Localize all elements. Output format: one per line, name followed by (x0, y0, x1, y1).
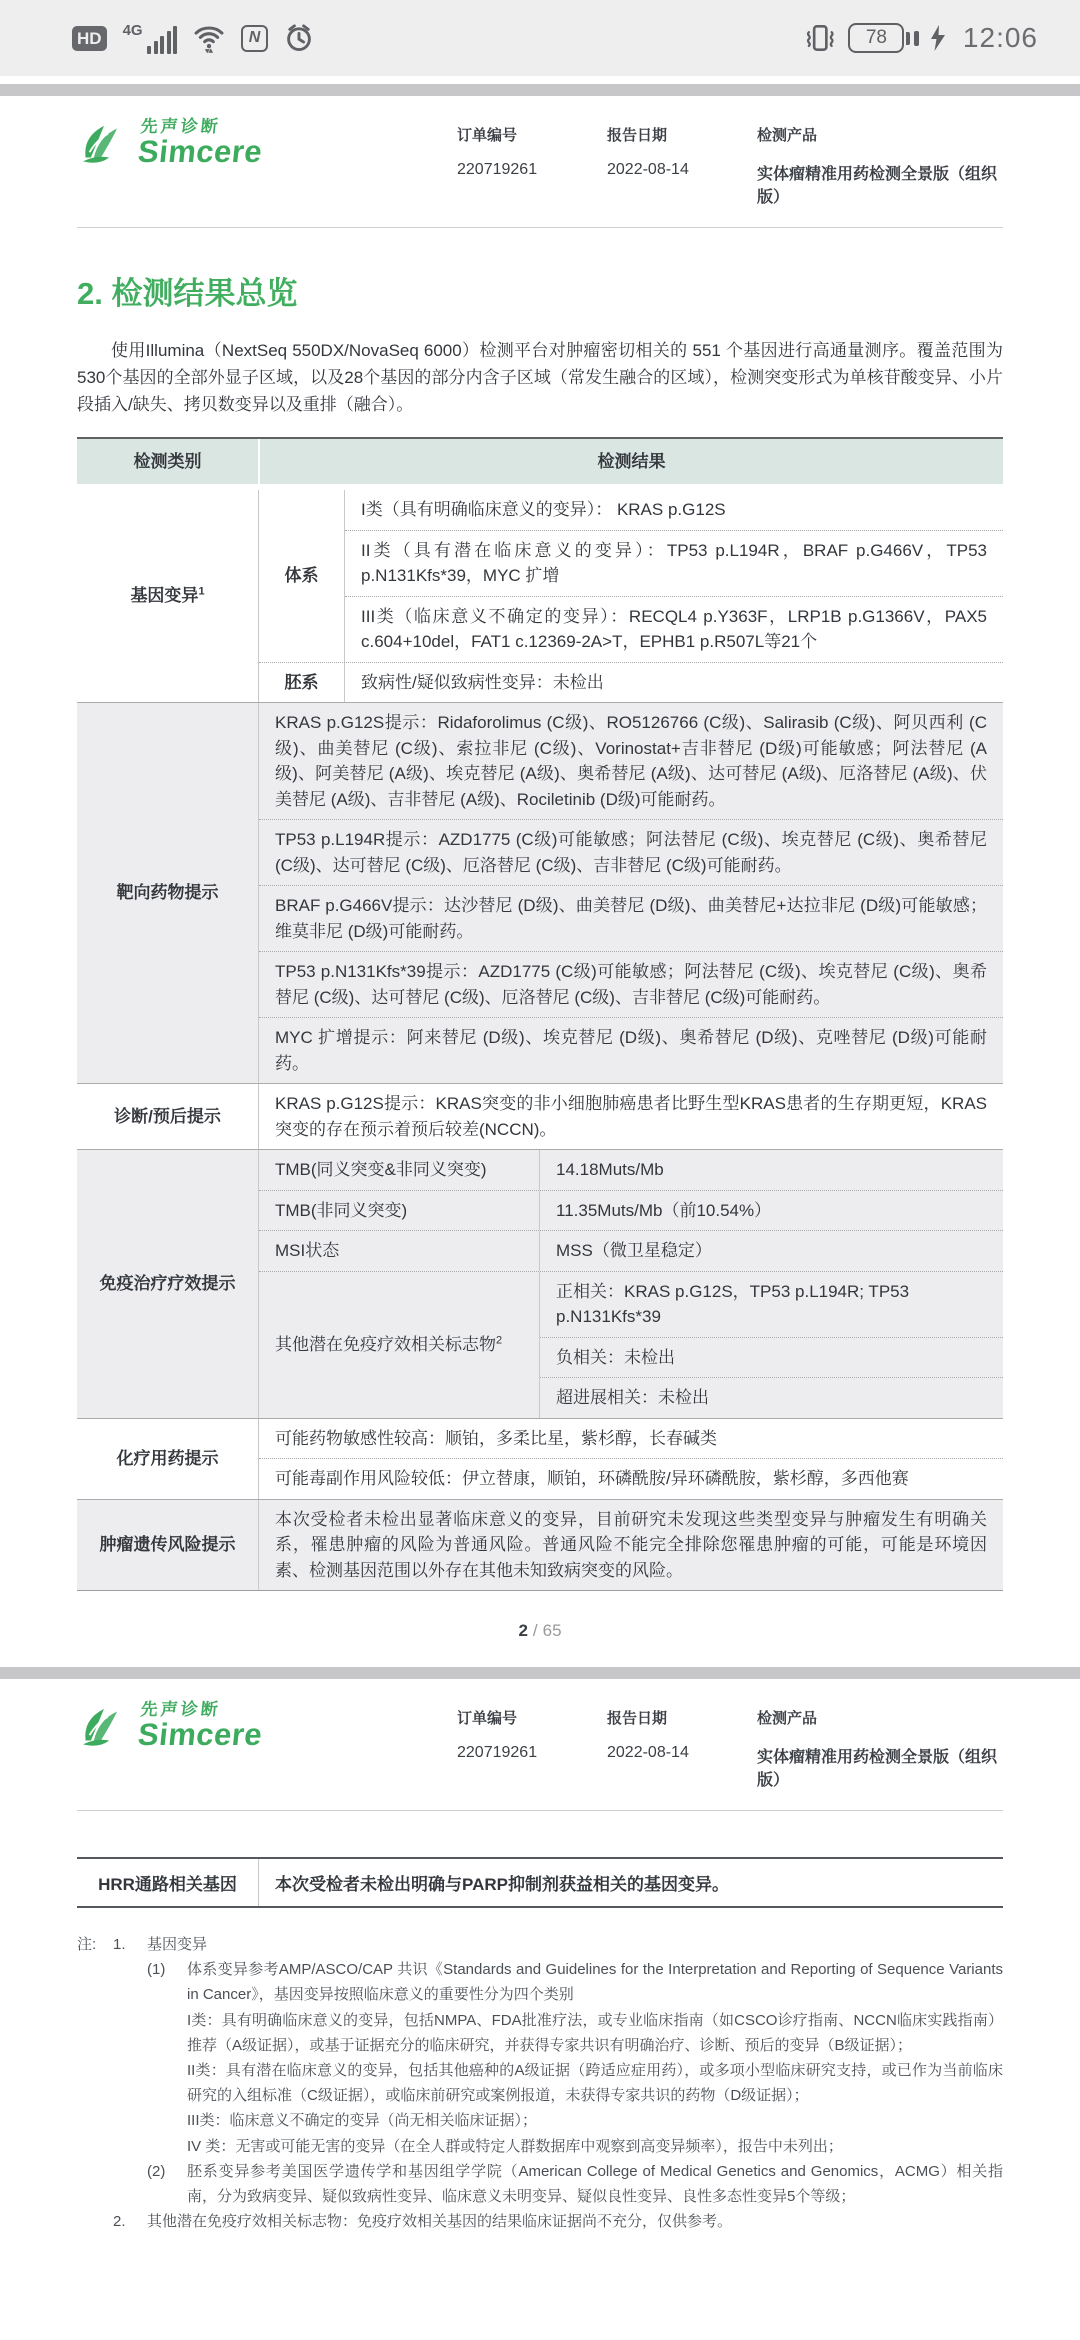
row-label-gene-variants (77, 490, 258, 702)
cell-tp53-n131kfs-drugs: TP53 p.N131Kfs*39提示：AZD1775 (C级)可能敏感；阿法替尼 (C级)、埃克替尼 (C级)、奥希替尼 (C级)、达可替尼 (C级)、厄洛替尼 (C级)、吉非替尼 (C级)可能耐药。 (259, 951, 1003, 1017)
footnote-1 (77, 1932, 1003, 1957)
order-number-block (457, 1707, 607, 1790)
hereditary-risk-results (258, 1500, 1003, 1591)
table-row-gene-variants (77, 490, 1003, 702)
row-label-prognosis: 诊断/预后提示 (114, 1106, 221, 1126)
row-label-hrr-genes: HRR通路相关基因 (98, 1875, 237, 1895)
battery-percent: 78 (848, 23, 904, 53)
footnote-ref-1: 1 (198, 585, 205, 598)
document-header (77, 1679, 1003, 1811)
germline-result-list (344, 663, 1003, 703)
logo-chinese-name: 先声诊断 (139, 1700, 222, 1720)
gene-variants-results (258, 490, 1003, 702)
product-label: 检测产品 (757, 1710, 818, 1728)
hd-icon: HD (72, 26, 107, 51)
product-value: 实体瘤精准用药检测全景版（组织版） (757, 1749, 998, 1790)
germline-label: 胚系 (284, 672, 319, 692)
footnote-class-i: I类：具有明确临床意义的变异，包括NMPA、FDA批准疗法，或专业临床指南（如CSCO诊疗指南、NCCN临床实践指南）推荐（A级证据），或基于证据充分的临床研究，并获得专家共识有明确治疗、诊断、预后的变异（B级证据）； (187, 2011, 1003, 2054)
report-page-2 (0, 96, 1080, 1667)
cell-class-iii: III类（临床意义不确定的变异）：RECQL4 p.Y363F，LRP1B p.G1366V，PAX5 c.604+10del，FAT1 c.12369-2A>T，EPHB1 p.R507L等21个 (345, 596, 1003, 662)
report-date-label: 报告日期 (607, 1710, 668, 1728)
table-header-row (77, 439, 1003, 485)
status-bar-right (802, 22, 1038, 54)
page-margin (0, 76, 1080, 84)
footnote-class-iii: III类：临床意义不确定的变异（尚无相关临床证据）； (187, 2112, 538, 2130)
table-row-chemotherapy (77, 1418, 1003, 1499)
immunotherapy-results (258, 1150, 1003, 1418)
order-number-value: 220719261 (457, 1744, 538, 1762)
status-bar (0, 0, 1080, 76)
row-label-chemotherapy: 化疗用药提示 (116, 1448, 219, 1468)
other-markers-text: 其他潜在免疫疗效相关标志物 (275, 1334, 496, 1354)
header-meta (457, 1701, 1003, 1790)
tmb-all-row (259, 1150, 1003, 1190)
row-label-hereditary-risk: 肿瘤遗传风险提示 (99, 1535, 236, 1555)
table-row-hrr-genes (77, 1857, 1003, 1908)
logo-text (136, 1701, 265, 1751)
page-number (77, 1621, 1003, 1667)
tmb-all-value: 14.18Muts/Mb (539, 1150, 1003, 1190)
somatic-class-list (344, 490, 1003, 662)
tmb-nonsyn-value: 11.35Muts/Mb（前10.54%） (539, 1191, 1003, 1231)
cell-class-ii: II类（具有潜在临床意义的变异）：TP53 p.L194R，BRAF p.G466V，TP53 p.N131Kfs*39，MYC 扩增 (345, 530, 1003, 596)
footnote-1-title: 基因变异 (147, 1936, 208, 1954)
footnote-2 (77, 2209, 1003, 2234)
page-separator (0, 84, 1080, 96)
battery-nub (906, 32, 910, 45)
cell-chemo-low-toxicity: 可能毒副作用风险较低：伊立替康，顺铂，环磷酰胺/异环磷酰胺，紫杉醇，多西他赛 (259, 1458, 1003, 1499)
footnote-1-sub-2-number: (2) (147, 2162, 166, 2180)
gene-variants-label: 基因变异 (130, 586, 199, 606)
document-header (77, 96, 1003, 228)
cell-positive-correlation: 正相关：KRAS p.G12S，TP53 p.L194R; TP53 p.N131Kfs*39 (556, 1281, 910, 1327)
cell-prognosis-text: KRAS p.G12S提示：KRAS突变的非小细胞肺癌患者比野生型KRAS患者的生存期更短，KRAS突变的存在预示着预后较差(NCCN)。 (275, 1094, 987, 1139)
prognosis-results (258, 1084, 1003, 1149)
alarm-clock-icon (284, 23, 314, 53)
other-markers-values (539, 1272, 1003, 1418)
simcere-leaf-icon (77, 1701, 131, 1751)
header-meta (457, 118, 1003, 207)
table-row-prognosis (77, 1083, 1003, 1149)
order-number-label: 订单编号 (457, 1710, 518, 1728)
product-block (757, 124, 1003, 207)
cell-myc-amplification-drugs: MYC 扩增提示：阿来替尼 (D级)、埃克替尼 (D级)、奥希替尼 (D级)、克唑替尼 (D级)可能耐药。 (259, 1017, 1003, 1083)
table-row-hereditary-risk (77, 1499, 1003, 1591)
simcere-leaf-icon (77, 118, 131, 168)
cell-chemo-sensitive: 可能药物敏感性较高：顺铂，多柔比星，紫杉醇，长春碱类 (275, 1428, 717, 1448)
status-bar-left (72, 22, 314, 54)
clock-time: 12:06 (962, 22, 1038, 53)
report-date-block (607, 1707, 757, 1790)
report-date-block (607, 124, 757, 207)
report-page-3 (0, 1679, 1080, 2234)
footnote-1-sub-1-text: 体系变异参考AMP/ASCO/CAP 共识《Standards and Guidelines for the Interpretation and Reporting of Sequence Variants in Cancer》，基因变异按照临床意义的重要性分为四个类别 (187, 1961, 1003, 2004)
footnote-class-iv: IV 类：无害或可能无害的变异（在全人群或特定人群数据库中观察到高变异频率），报告中未列出； (187, 2137, 843, 2155)
footnote-class-ii: II类：具有潜在临床意义的变异，包括其他癌种的A级证据（跨适应症用药），或多项小型临床研究支持，或已作为当前临床研究的入组标准（C级证据），或临床前研究或案例报道，未获得专家共识的药物（D级证据）； (187, 2062, 1003, 2105)
footnote-2-text: 其他潜在免疫疗效相关标志物：免疫疗效相关基因的结果临床证据尚不充分，仅供参考。 (147, 2213, 733, 2231)
msi-value: MSS（微卫星稳定） (539, 1231, 1003, 1271)
page-number-separator: / (532, 1621, 538, 1641)
other-markers-row (259, 1271, 1003, 1418)
msi-label: MSI状态 (275, 1241, 340, 1261)
intro-paragraph: 使用Illumina（NextSeq 550DX/NovaSeq 6000）检测平台对肿瘤密切相关的 551 个基因进行高通量测序。覆盖范围为530个基因的全部外显子区域，以及28个基因的部分内含子区域（常发生融合的区域），检测突变形式为单核苷酸变异、小片段插入/缺失、拷贝数变异以及重排（融合）。 (77, 341, 1003, 415)
vibrate-icon (802, 22, 838, 54)
order-number-value: 220719261 (457, 161, 538, 178)
product-label: 检测产品 (757, 127, 818, 144)
cell-braf-g466v-drugs: BRAF p.G466V提示：达沙替尼 (D级)、曲美替尼 (D级)、曲美替尼+达拉非尼 (D级)可能敏感；维莫非尼 (D级)可能耐药。 (259, 885, 1003, 951)
footnote-1-number: 1. (113, 1936, 126, 1954)
tmb-all-label: TMB(同义突变&非同义突变) (275, 1160, 487, 1180)
notes-prefix: 注: (77, 1936, 97, 1954)
table-header-category: 检测类别 (133, 451, 202, 471)
signal-4g-icon: 4G (123, 22, 178, 54)
somatic-sub-row (259, 490, 1003, 662)
footnote-1-sub-2 (147, 2159, 1003, 2209)
table-row-immunotherapy (77, 1149, 1003, 1418)
tmb-nonsyn-label: TMB(非同义突变) (275, 1200, 408, 1220)
pdf-viewport[interactable] (0, 76, 1080, 2234)
cell-class-i: I类（具有明确临床意义的变异）： KRAS p.G12S (361, 500, 726, 520)
cell-kras-g12s-drugs: KRAS p.G12S提示：Ridaforolimus (C级)、RO5126766 (C级)、Salirasib (C级)、阿贝西利 (C级)、曲美替尼 (C级)、索拉非尼 (C级)、Vorinostat+吉非替尼 (D级)可能敏感；阿法替尼 (A级)、阿美替尼 (A级)、埃克替尼 (A级)、奥希替尼 (A级)、达可替尼 (A级)、厄洛替尼 (A级)、伏美替尼 (A级)、吉非替尼 (A级)、Rociletinib (D级)可能耐药。 (275, 713, 987, 809)
page-separator (0, 1667, 1080, 1679)
order-number-block (457, 124, 607, 207)
cell-tp53-l194r-drugs: TP53 p.L194R提示：AZD1775 (C级)可能敏感；阿法替尼 (C级)、埃克替尼 (C级)、奥希替尼 (C级)、达可替尼 (C级)、厄洛替尼 (C级)、吉非替尼 (C级)可能耐药。 (259, 819, 1003, 885)
footnote-1-sub-1 (147, 1957, 1003, 2007)
chemotherapy-results (258, 1419, 1003, 1499)
footnotes (77, 1932, 1003, 2234)
logo-english-name: Simcere (136, 133, 265, 169)
row-label-immunotherapy: 免疫治疗疗效提示 (99, 1274, 236, 1294)
table-row-targeted-drugs (77, 702, 1003, 1083)
page-number-current: 2 (518, 1621, 528, 1641)
nfc-icon: N (241, 25, 268, 52)
cell-negative-correlation: 负相关：未检出 (540, 1337, 1003, 1378)
wifi-icon (193, 23, 225, 53)
company-logo (77, 1701, 457, 1751)
results-table (77, 437, 1003, 1592)
report-date-value: 2022-08-14 (607, 161, 689, 178)
footnote-2-number: 2. (113, 2213, 126, 2231)
cell-hereditary-risk-text: 本次受检者未检出显著临床意义的变异，目前研究未发现这些类型变异与肿瘤发生有明确关系，罹患肿瘤的风险为普通风险。普通风险不能完全排除您罹患肿瘤的可能，可能是环境因素、检测基因范围以外存在其他未知致病突变的风险。 (275, 1509, 987, 1580)
footnote-1-sub-1-number: (1) (147, 1961, 166, 1979)
company-logo (77, 118, 457, 168)
other-markers-label (259, 1272, 539, 1418)
order-number-label: 订单编号 (457, 127, 518, 144)
cell-germline-result: 致病性/疑似致病性变异：未检出 (361, 672, 604, 692)
logo-chinese-name: 先声诊断 (139, 117, 222, 136)
charging-bolt-icon (929, 23, 947, 53)
footnote-ref-2: 2 (496, 1334, 503, 1347)
cell-hyperprogression: 超进展相关：未检出 (540, 1377, 1003, 1418)
row-label-targeted-drugs: 靶向药物提示 (116, 883, 219, 903)
footnote-1-sub-2-text: 胚系变异参考美国医学遗传学和基因组学学院（American College of Medical Genetics and Genomics，ACMG）相关指南，分为致病变异、疑似致病性变异、临床意义未明变异、疑似良性变异、良性多态性变异5个等级； (187, 2162, 1003, 2205)
somatic-label: 体系 (284, 566, 319, 586)
page-title: 2. 检测结果总览 (77, 276, 298, 311)
germline-sub-row (259, 662, 1003, 703)
battery-indicator (848, 23, 919, 53)
targeted-drug-results (258, 703, 1003, 1083)
logo-english-name: Simcere (136, 1716, 265, 1752)
product-value: 实体瘤精准用药检测全景版（组织版） (757, 166, 998, 206)
msi-row (259, 1230, 1003, 1271)
signal-bars-icon (145, 24, 178, 54)
report-date-label: 报告日期 (607, 127, 668, 144)
indent-spacer (77, 2209, 113, 2234)
page-number-total: 65 (542, 1621, 562, 1641)
tmb-nonsyn-row (259, 1190, 1003, 1231)
table-header-result: 检测结果 (258, 439, 1003, 485)
report-date-value: 2022-08-14 (607, 1744, 689, 1762)
logo-text (136, 118, 265, 168)
product-block (757, 1707, 1003, 1790)
charging-pin-icon (914, 31, 919, 46)
cell-hrr-result: 本次受检者未检出明确与PARP抑制剂获益相关的基因变异。 (258, 1859, 1003, 1906)
